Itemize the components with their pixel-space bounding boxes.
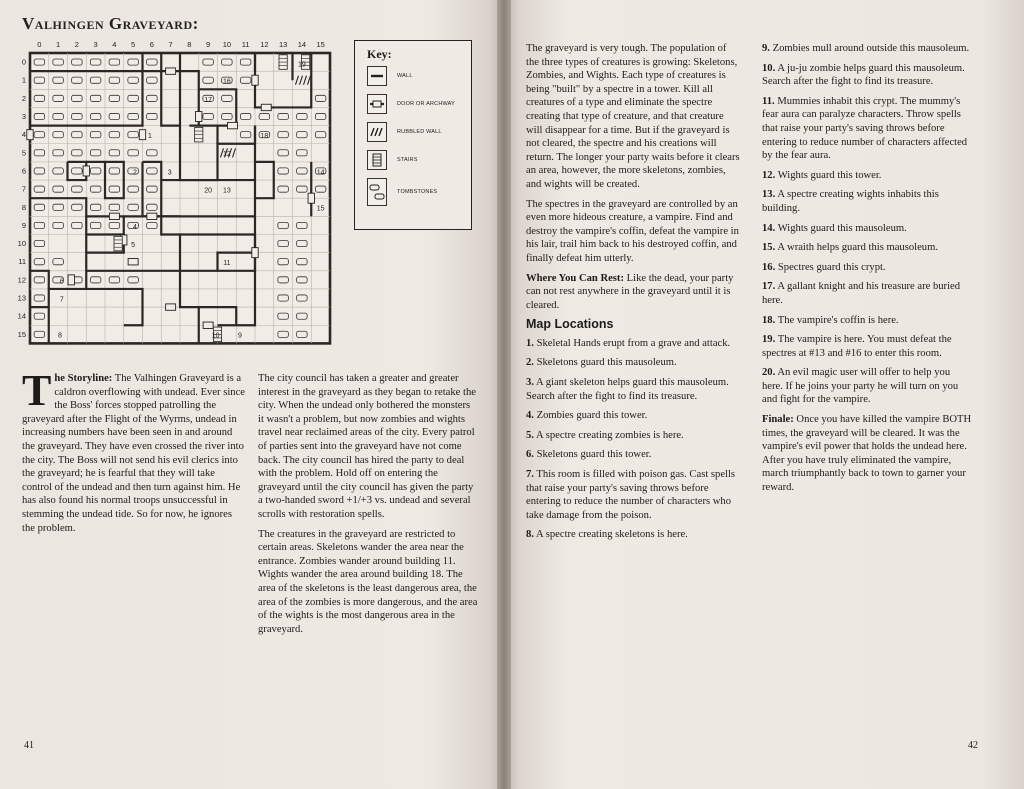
- map-column-label: 0: [37, 40, 42, 49]
- map-location-item: [762, 188, 972, 215]
- rubbled-wall-icon: [367, 122, 387, 142]
- key-label: WALL: [397, 73, 413, 79]
- rest-paragraph: [526, 272, 740, 313]
- map-row-label: 10: [17, 239, 26, 249]
- door-icon: [147, 213, 157, 219]
- door-icon: [196, 112, 202, 122]
- key-item-tombstones: [367, 177, 437, 207]
- location-number: 15.: [762, 242, 776, 254]
- location-text: Mummies inhabit this crypt. The mummy's fear aura can paralyze characters. Throw spells that raise your party's saving throws before entering to reduce number of characters affected by the fear aura.: [762, 95, 968, 162]
- left-page: [0, 0, 504, 789]
- storyline-text: The Valhingen Graveyard is a caldron overflowing with undead. Ever since the Boss' forces stopped patrolling the graveyard after the Flight of the Wyrms, undead in increasing numbers have been seen in and around the graveyard. They have even crossed the river into the city. The Boss will not send his evil clerics into the graveyard; he is fearful that they will take control of the undead and then turn against him. He has also found his normal troops unsuccessful in stemming the undead tide. So for now, he ignores the problem.: [22, 373, 245, 534]
- location-text: A wraith helps guard this mausoleum.: [777, 242, 938, 254]
- location-number: 13.: [762, 189, 776, 201]
- map-location-label: 9: [238, 332, 242, 340]
- key-title: Key:: [367, 47, 392, 61]
- door-icon: [27, 130, 33, 140]
- location-number: 6.: [526, 449, 534, 461]
- map-location-label: 19: [297, 61, 306, 69]
- door-icon: [252, 75, 258, 85]
- location-number: 19.: [762, 334, 776, 346]
- location-text: Spectres guard this crypt.: [777, 261, 886, 273]
- location-text: The vampire's coffin is here.: [777, 314, 899, 326]
- map-column-label: 4: [112, 40, 117, 49]
- page-number-right: 42: [968, 740, 978, 751]
- door-icon: [308, 193, 314, 203]
- key-label: DOOR OR ARCHWAY: [397, 101, 456, 107]
- door-icon: [367, 94, 387, 114]
- map-row-label: 12: [17, 275, 26, 285]
- finale-paragraph: [762, 413, 972, 495]
- location-number: 7.: [526, 469, 534, 481]
- map-column-label: 13: [278, 40, 288, 49]
- map-location-label: 14: [316, 169, 325, 177]
- location-number: 5.: [526, 429, 534, 441]
- map-location-label: 10: [211, 332, 220, 340]
- key-label: STAIRS: [397, 157, 418, 163]
- door-icon: [128, 259, 138, 265]
- key-item-wall: [367, 65, 413, 87]
- map-location-item: [526, 376, 740, 403]
- location-text: A gallant knight and his treasure are buried here.: [762, 281, 961, 306]
- right-column-2: [762, 42, 972, 501]
- map-column-label: 5: [131, 40, 136, 49]
- location-number: 12.: [762, 169, 776, 181]
- map-location-label: 6: [59, 278, 64, 286]
- map-column-label: 14: [297, 40, 307, 49]
- map-column-label: 10: [222, 40, 232, 49]
- map-location-item: [526, 409, 740, 423]
- map-row-label: 0: [21, 57, 26, 67]
- map-row-label: 4: [21, 130, 26, 140]
- map-location-item: [762, 95, 972, 163]
- map-location-label: 17: [204, 96, 213, 104]
- map-location-item: [762, 42, 972, 56]
- map-location-label: 16: [222, 78, 231, 86]
- door-icon: [228, 122, 238, 128]
- location-text: Wights guard this mausoleum.: [777, 222, 907, 234]
- location-text: A spectre creating zombies is here.: [536, 429, 684, 441]
- map-location-item: [526, 448, 740, 462]
- finale-text: Once you have killed the vampire BOTH times, the graveyard will be cleared. It was the vampire's evil power that holds the undead here. After you have truly eliminated the vampire, march triumphantly back to town to garner your reward.: [762, 414, 972, 494]
- map-locations-list: [526, 337, 740, 542]
- location-number: 14.: [762, 222, 776, 234]
- location-number: 11.: [762, 95, 775, 107]
- right-page: [504, 0, 1024, 789]
- map-column-label: 9: [206, 40, 211, 49]
- map-column-label: 1: [56, 40, 61, 49]
- book-gutter: [497, 0, 511, 789]
- location-text: This room is filled with poison gas. Cast spells that raise your party's saving throws before entering to reduce the number of characters who take damage from the poison.: [526, 469, 736, 521]
- door-icon: [83, 166, 89, 176]
- map-row-label: 15: [17, 329, 26, 339]
- map-row-label: 9: [21, 220, 26, 230]
- location-text: Wights guard this tower.: [777, 169, 882, 181]
- wall-icon: [367, 66, 387, 86]
- map-location-item: [762, 261, 972, 275]
- key-item-stairs: [367, 149, 418, 171]
- map-key: [354, 40, 472, 230]
- rest-label: Where You Can Rest:: [526, 272, 624, 284]
- location-text: A spectre creating wights inhabits this building.: [762, 189, 939, 214]
- city-council-paragraph: The city council has taken a greater and greater interest in the graveyard as they began to retake the city. When the undead only bothered the monsters it wasn't a problem, but now zombies and wights travel near reclaimed areas of the city. Every patrol of parties sent into the graveyard have not come back. The city council has hired the party to deal with the problem. Hold off on entering the graveyard until the city council has given the party a two-handed sword +1/+3 vs. undead and several scrolls with restoration spells.: [258, 373, 476, 520]
- map-row-label: 11: [18, 257, 26, 267]
- map-row-label: 5: [21, 148, 26, 158]
- location-number: 8.: [526, 529, 534, 541]
- location-number: 17.: [762, 281, 776, 293]
- location-text: The vampire is here. You must defeat the spectres at #13 and #16 to enter this room.: [762, 334, 952, 359]
- key-label: TOMBSTONES: [397, 189, 438, 195]
- map-location-item: [762, 366, 972, 407]
- storyline-paragraph: [22, 366, 245, 535]
- map-location-item: [762, 222, 972, 236]
- map-location-label: 11: [223, 260, 231, 268]
- door-icon: [252, 248, 258, 258]
- page-title: Valhingen Graveyard:: [22, 14, 199, 33]
- map-column-label: 12: [260, 40, 269, 49]
- map-location-label: 15: [316, 205, 325, 213]
- finale-label: Finale:: [762, 414, 794, 426]
- map-column-label: 3: [93, 40, 98, 49]
- map-location-item: [526, 528, 740, 542]
- creatures-paragraph: The creatures in the graveyard are restricted to certain areas. Skeletons wander the area near the entrance. Zombies wander around building 11. Wights wander the area around building 18. The area of the skeletons is the least dangerous area, the area of the zombies is more dangerous, and the area of the wights is the most dangerous area in the graveyard.: [258, 528, 478, 635]
- location-text: Zombies guard this tower.: [536, 410, 648, 422]
- page-number-left: 41: [24, 740, 34, 751]
- location-number: 3.: [526, 377, 534, 389]
- map-location-label: 2: [133, 169, 137, 177]
- location-number: 16.: [762, 261, 776, 273]
- location-text: A giant skeleton helps guard this mausoleum. Search after the fight to find its treasure.: [526, 377, 729, 402]
- map-row-label: 7: [21, 184, 26, 194]
- map-location-item: [762, 241, 972, 255]
- map-location-item: [762, 333, 972, 360]
- map-location-label: 1: [148, 133, 152, 141]
- map-column-label: 15: [316, 40, 325, 49]
- location-number: 1.: [526, 337, 534, 349]
- location-number: 20.: [762, 367, 776, 379]
- door-icon: [166, 304, 176, 310]
- door-icon: [68, 275, 74, 285]
- map-location-label: 20: [204, 187, 213, 195]
- dropcap: T: [22, 366, 52, 415]
- map-locations-heading: Map Locations: [526, 317, 614, 332]
- map-row-label: 3: [21, 112, 26, 122]
- storyline-column-2: [258, 372, 478, 642]
- door-icon: [166, 68, 176, 74]
- key-label: RUBBLED WALL: [397, 129, 442, 135]
- key-item-door: [367, 93, 455, 115]
- storyline-column-1: [22, 366, 245, 541]
- map-location-item: [526, 429, 740, 443]
- map-location-item: [526, 468, 740, 522]
- location-text: Skeletal Hands erupt from a grave and attack.: [536, 337, 731, 349]
- map-location-item: [762, 280, 972, 307]
- map-row-label: 13: [17, 293, 26, 303]
- map-row-label: 8: [21, 202, 26, 212]
- map-row-label: 2: [21, 93, 26, 103]
- map-location-item: [762, 62, 972, 89]
- map-location-item: [762, 169, 972, 183]
- tombstones-icon: [367, 178, 387, 206]
- door-icon: [139, 130, 145, 140]
- location-text: Skeletons guard this mausoleum.: [536, 357, 677, 369]
- map-location-label: 3: [167, 169, 172, 177]
- map-location-item: [526, 356, 740, 370]
- location-text: A ju-ju zombie helps guard this mausoleum. Search after the fight to find its treasure.: [762, 62, 965, 88]
- location-number: 4.: [526, 410, 534, 422]
- map-location-label: 7: [59, 296, 64, 304]
- map-row-label: 6: [21, 166, 26, 176]
- map-row-label: 14: [17, 311, 26, 321]
- location-number: 18.: [762, 314, 776, 326]
- map-column-label: 11: [241, 40, 250, 49]
- door-icon: [261, 104, 271, 110]
- map-location-label: 8: [58, 332, 62, 340]
- key-item-rubbled-wall: [367, 121, 442, 143]
- stairs-icon: [367, 150, 387, 170]
- location-text: A spectre creating skeletons is here.: [536, 529, 688, 541]
- map-row-label: 1: [21, 75, 26, 85]
- map-location-item: [526, 337, 740, 351]
- door-icon: [109, 213, 119, 219]
- map-location-label: 4: [133, 223, 137, 231]
- door-icon: [203, 322, 213, 328]
- location-number: 10.: [762, 62, 776, 74]
- map-column-label: 6: [149, 40, 154, 49]
- map-column-label: 2: [74, 40, 79, 49]
- location-text: Zombies mull around outside this mausoleum.: [772, 43, 970, 54]
- rest-text: Like the dead, your party can not rest anywhere in the graveyard until it is cleared.: [526, 272, 734, 311]
- map-locations-list: [762, 42, 972, 407]
- vampire-paragraph: The spectres in the graveyard are controlled by an even more hideous creature, a vampire. Find and destroy the vampire's coffin, defeat the vampire in his lair, trail him back to his destroyed coffin, and finally defeat him utterly.: [526, 198, 739, 264]
- map-location-label: 18: [260, 133, 269, 141]
- map-location-label: 12: [222, 151, 231, 159]
- map-column-label: 7: [168, 40, 173, 49]
- intro-paragraph: The graveyard is very tough. The population of the three types of creatures is growing: Skeletons, Zombies, and Wights. Each type of creatures is being "built" by a spectre in a tower. Kill all creatures of a type and eliminate the spectre creating that type of creature, and that creature will disappear for a time. But if the graveyard is not cleared, the spectre and his creations will return. The longer your party waits before it clears an area, however, the more skeletons, zombies, and wights will be created.: [526, 43, 740, 190]
- location-text: An evil magic user will offer to help you here. If he joins your party he will turn on you and fight for the vampire.: [762, 367, 959, 406]
- map-column-label: 8: [187, 40, 192, 49]
- location-text: Skeletons guard this tower.: [536, 449, 652, 461]
- location-number: 2.: [526, 357, 534, 369]
- map-location-label: 13: [222, 187, 231, 195]
- storyline-lead: he Storyline:: [54, 373, 113, 384]
- right-column-1: [526, 42, 740, 548]
- map-location-label: 5: [131, 241, 136, 249]
- map-location-item: [762, 314, 972, 328]
- location-number: 9.: [762, 43, 770, 54]
